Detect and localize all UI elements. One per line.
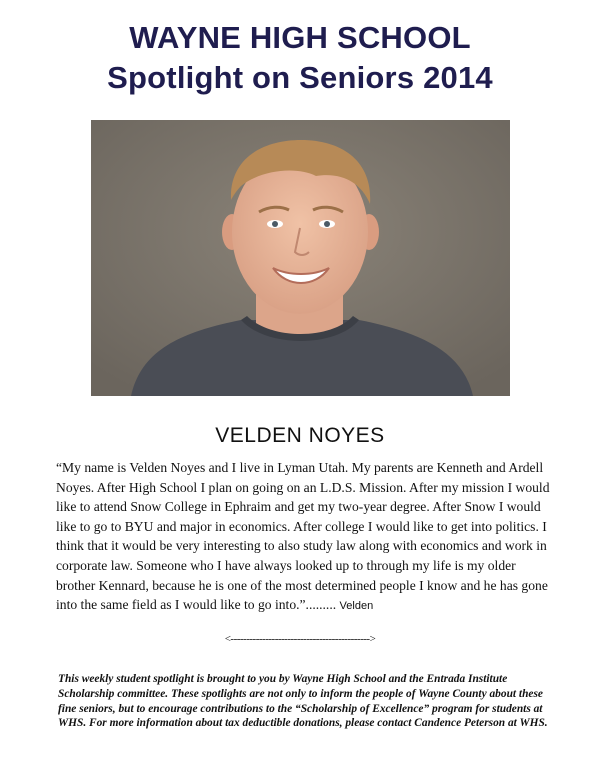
section-divider: <--------------------------------------------> (224, 633, 376, 645)
page-header (0, 18, 600, 98)
signature: Velden (339, 600, 374, 613)
student-photo (91, 120, 510, 396)
student-quote (56, 458, 552, 617)
spotlight-title: Spotlight on Seniors 2014 (107, 60, 493, 95)
student-name: VELDEN NOYES (215, 424, 385, 447)
quote-text: “My name is Velden Noyes and I live in Lyman Utah. My parents are Kenneth and Ardell Noyes. After High School I plan on going on an L.D.S. Mission. After my mission I would like to attend Snow College in Ephraim and get my two-year degree. After Snow I would like to go to BYU and major in economics. After college I would like to get into politics. I think that it would be very interesting to also study law along with economics and work in corporate law. Someone who I have always looked up to through my life is my older brother Kennard, because he is one of the most determined people I know and he has gone into the same field as I would like to go into.”......... (56, 460, 550, 613)
sponsor-note: This weekly student spotlight is brought to you by Wayne High School and the Entrada Institute Scholarship committee. These spotlights are not only to inform the people of Wayne County about these fine seniors, but to encourage contributions to the “Scholarship of Excellence” program for students at WHS. For more information about tax deductible donations, please contact Candence Peterson at WHS. (58, 673, 548, 730)
school-title: WAYNE HIGH SCHOOL (129, 20, 471, 55)
